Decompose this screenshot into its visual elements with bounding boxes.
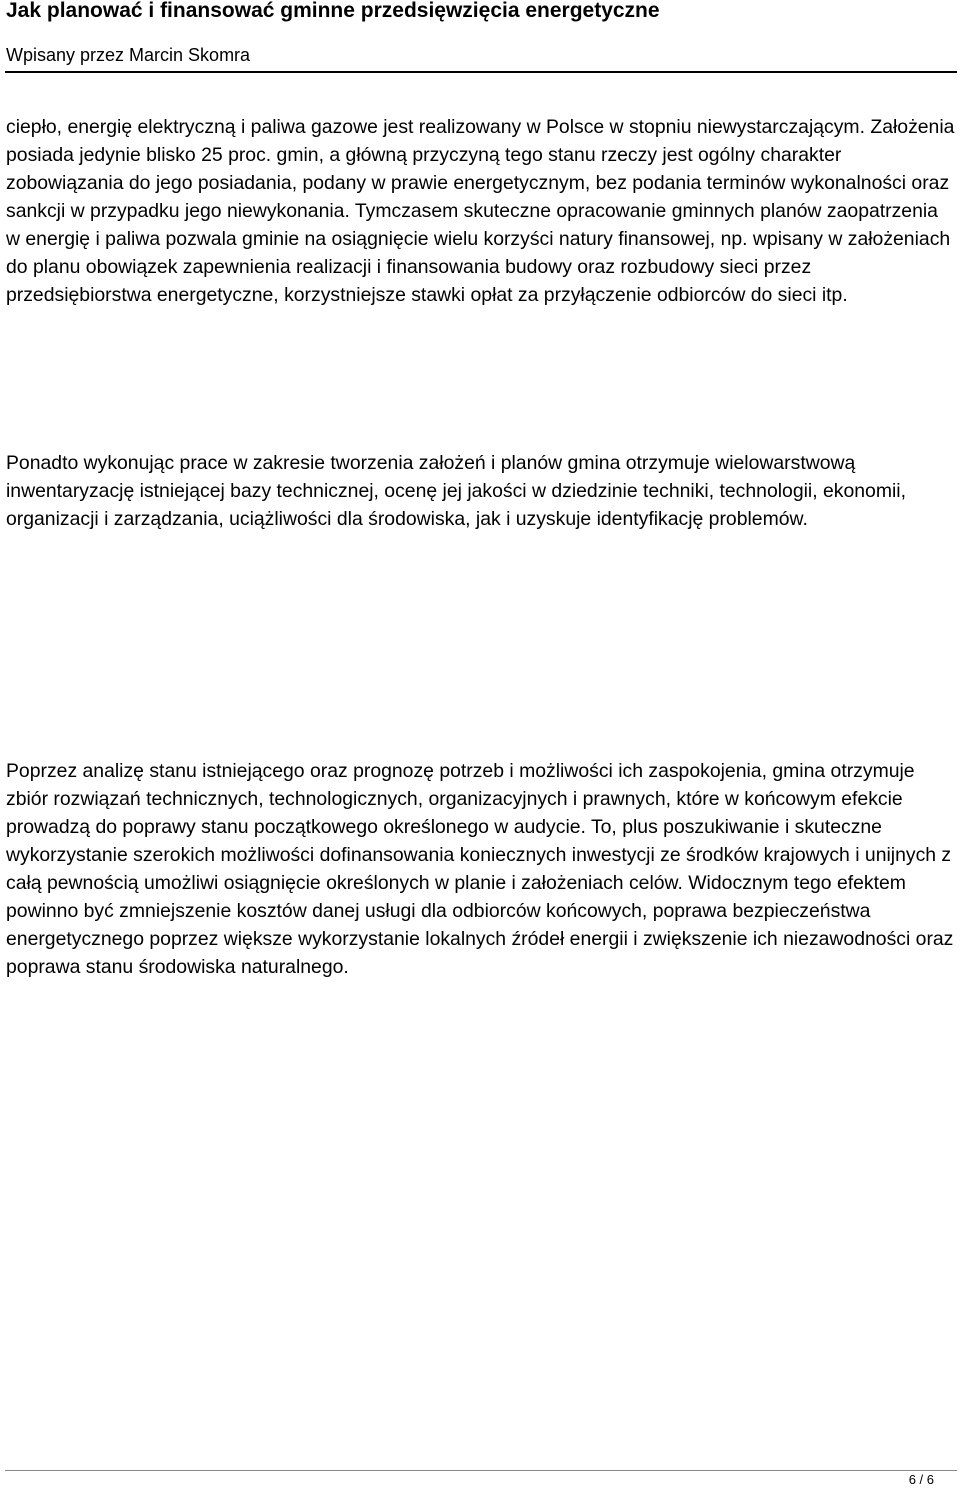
header-divider <box>5 71 957 73</box>
author-byline: Wpisany przez Marcin Skomra <box>6 45 251 65</box>
paragraph-1: ciepło, energię elektryczną i paliwa gazowe jest realizowany w Polsce w stopniu niewystarczającym. Założenia posiada jedynie blisko 25 proc. gmin, a główną przyczyną tego stanu rzeczy jest ogólny charakter zobowiązania do jego posiadania, podany w prawie energetycznym, bez podania terminów wykonalności oraz sankcji w przypadku jego niewykonania. Tymczasem skuteczne opracowanie gminnych planów zaopatrzenia w energię i paliwa pozwala gminie na osiągnięcie wielu korzyści natury finansowej, np. wpisany w założeniach do planu obowiązek zapewnienia realizacji i finansowania budowy oraz rozbudowy sieci przez przedsiębiorstwa energetyczne, korzystniejsze stawki opłat za przyłączenie odbiorców do sieci itp. <box>6 116 955 306</box>
paragraph-2: Ponadto wykonując prace w zakresie tworzenia założeń i planów gmina otrzymuje wielowarstwową inwentaryzację istniejącej bazy technicznej, ocenę jej jakości w dziedzinie techniki, technologii, ekonomii, organizacji i zarządzania, uciążliwości dla środowiska, jak i uzyskuje identyfikację problemów. <box>6 452 906 530</box>
footer-divider <box>5 1470 957 1471</box>
page-number: 6 / 6 <box>908 1472 934 1487</box>
paragraph-3: Poprzez analizę stanu istniejącego oraz prognozę potrzeb i możliwości ich zaspokojenia, gmina otrzymuje zbiór rozwiązań technicznych, technologicznych, organizacyjnych i prawnych, które w końcowym efekcie prowadzą do poprawy stanu początkowego określonego w audycie. To, plus poszukiwanie i skuteczne wykorzystanie szerokich możliwości dofinansowania koniecznych inwestycji ze środków krajowych i unijnych z całą pewnością umożliwi osiągnięcie określonych w planie i założeniach celów. Widocznym tego efektem powinno być zmniejszenie kosztów danej usługi dla odbiorców końcowych, poprawa bezpieczeństwa energetycznego poprzez większe wykorzystanie lokalnych źródeł energii i zwiększenie ich niezawodności oraz poprawa stanu środowiska naturalnego. <box>6 760 954 978</box>
page-title: Jak planować i finansować gminne przedsięwzięcia energetyczne <box>6 0 660 22</box>
